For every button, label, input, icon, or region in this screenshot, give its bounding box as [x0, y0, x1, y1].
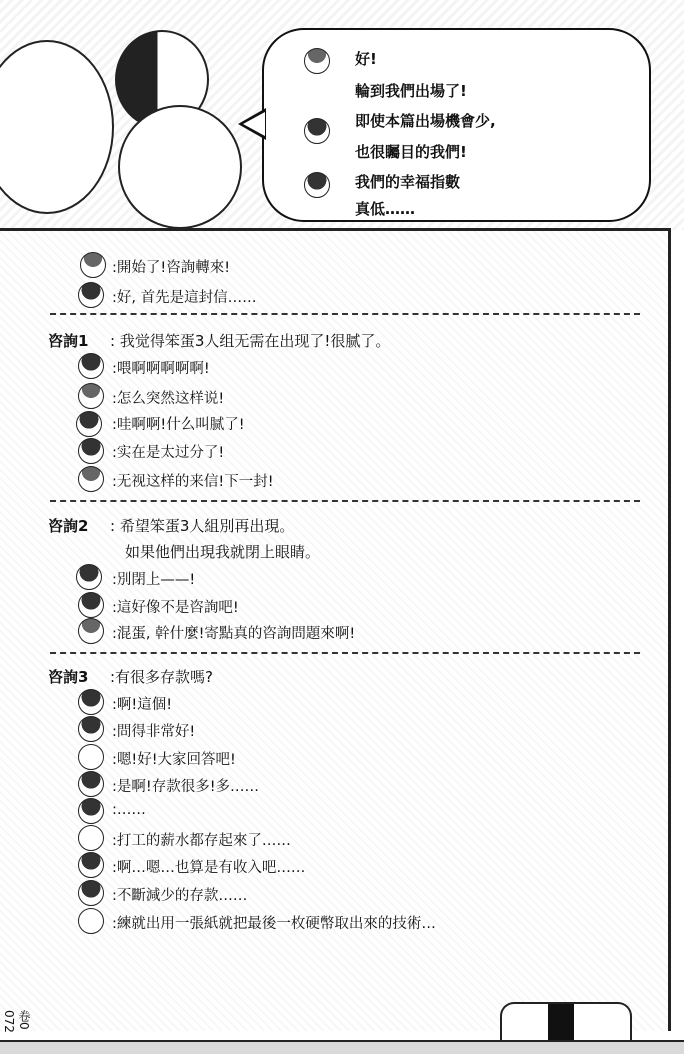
bubble-line: 即使本篇出場機會少,: [355, 112, 496, 130]
dialogue-line: :喂啊啊啊啊啊!: [112, 361, 210, 377]
face-icon: [78, 689, 104, 715]
face-icon: [78, 353, 104, 379]
face-icon: [78, 438, 104, 464]
eraser-band: [548, 1004, 574, 1040]
face-icon: [304, 172, 330, 198]
face-icon: [78, 383, 104, 409]
dialogue-line: :練就出用一張紙就把最後一枚硬幣取出來的技術…: [112, 916, 436, 932]
question-text: : 我觉得笨蛋3人组无需在出现了!很腻了。: [110, 332, 391, 350]
dialogue-line: :是啊!存款很多!多……: [112, 779, 260, 795]
question-label: 咨詢1: [48, 332, 89, 350]
dialogue-line: :好, 首先是這封信……: [112, 290, 257, 306]
bubble-line: 好!: [355, 50, 377, 68]
bubble-line: 輪到我們出場了!: [355, 82, 467, 100]
question-label: 咨詢2: [48, 517, 89, 535]
face-icon: [78, 744, 104, 770]
face-icon: [78, 852, 104, 878]
character-right: [118, 105, 242, 229]
divider: [50, 500, 640, 502]
dialogue-line: :怎么突然这样说!: [112, 391, 225, 407]
face-icon: [78, 825, 104, 851]
dialogue-line: :混蛋, 幹什麼!寄點真的咨詢問題來啊!: [112, 626, 356, 642]
divider: [50, 313, 640, 315]
dialogue-line: :啊!這個!: [112, 697, 173, 713]
dialogue-line: :這好像不是咨詢吧!: [112, 600, 239, 616]
page-number: 卷0 072: [2, 1010, 31, 1033]
face-icon: [78, 798, 104, 824]
face-icon: [76, 411, 102, 437]
dialogue-line: :別閉上——!: [112, 572, 196, 588]
question-text: :有很多存款嗎?: [110, 668, 214, 686]
question-label: 咨詢3: [48, 668, 89, 686]
dialogue-line: :打工的薪水都存起來了……: [112, 833, 291, 849]
face-icon: [76, 564, 102, 590]
face-icon: [304, 118, 330, 144]
dialogue-line: :不斷減少的存款……: [112, 888, 248, 904]
face-icon: [78, 466, 104, 492]
question-text: 如果他們出現我就閉上眼睛。: [125, 543, 321, 561]
face-icon: [80, 252, 106, 278]
dialogue-line: :嗯!好!大家回答吧!: [112, 752, 236, 768]
dialogue-line: :实在是太过分了!: [112, 445, 225, 461]
face-icon: [78, 618, 104, 644]
bubble-line: 也很矚目的我們!: [355, 143, 467, 161]
face-icon: [304, 48, 330, 74]
bubble-line: 我們的幸福指數: [355, 173, 461, 191]
face-icon: [78, 282, 104, 308]
dialogue-line: :開始了!咨詢轉來!: [112, 260, 231, 276]
face-icon: [78, 716, 104, 742]
dialogue-line: :啊…嗯…也算是有收入吧……: [112, 860, 306, 876]
question-text: : 希望笨蛋3人組別再出現。: [110, 517, 295, 535]
divider: [50, 652, 640, 654]
face-icon: [78, 880, 104, 906]
dialogue-line: :哇啊啊!什么叫腻了!: [112, 417, 245, 433]
face-icon: [78, 771, 104, 797]
bubble-line: 真低……: [355, 200, 416, 218]
face-icon: [78, 592, 104, 618]
dialogue-line: :……: [112, 802, 146, 818]
dialogue-line: :問得非常好!: [112, 724, 196, 740]
face-icon: [78, 908, 104, 934]
dialogue-line: :无视这样的来信!下一封!: [112, 474, 274, 490]
